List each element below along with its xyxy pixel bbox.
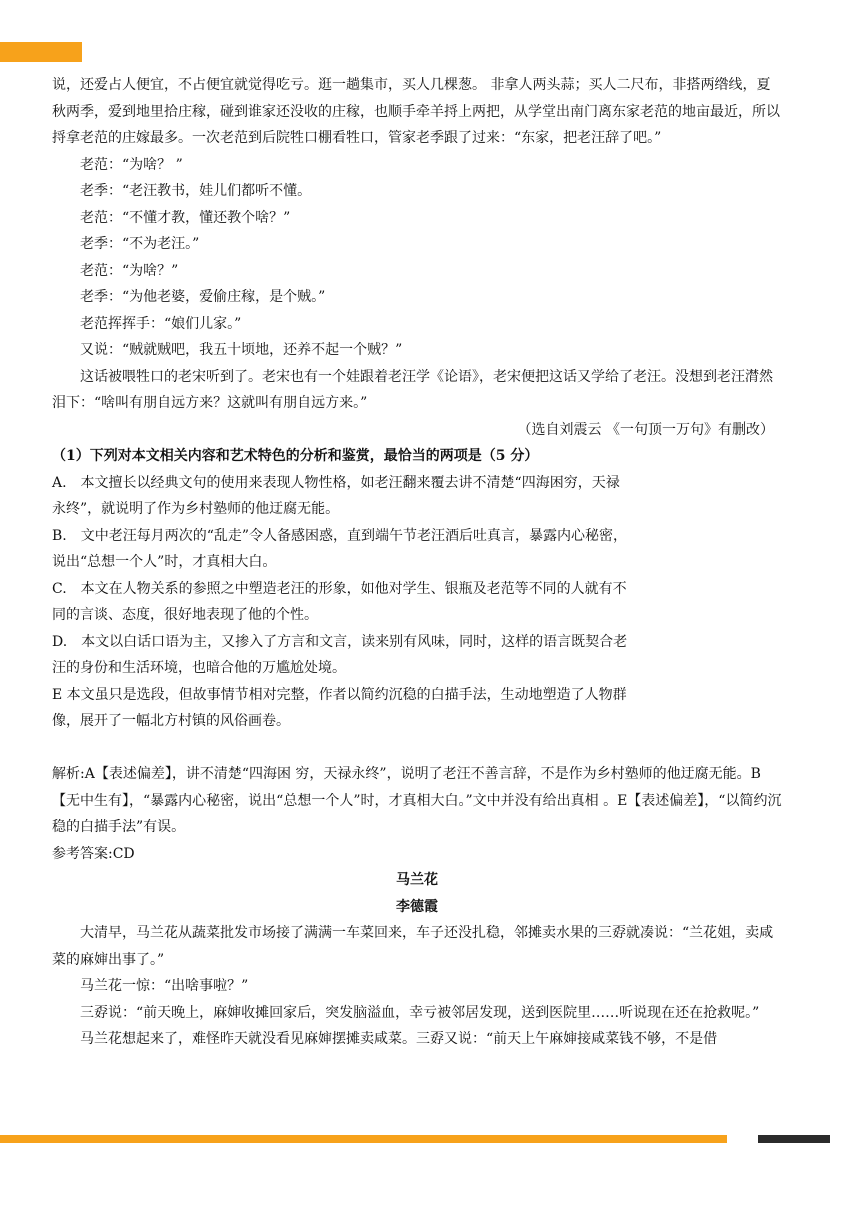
option-d: D. 本文以白话口语为主，又掺入了方言和文言，读来别有风味，同时，这样的语言既契合老汪的身份和生活环境，也暗合他的万尴尬处境。: [52, 633, 628, 676]
dialogue-line: 老范：“不懂才教，懂还教个啥？”: [80, 209, 291, 226]
answer: 参考答案:CD: [52, 845, 135, 862]
dialogue-line: 老季：“为他老婆，爱偷庄稼，是个贼。”: [80, 289, 326, 305]
dialogue-line: 老范：“为啥？”: [80, 262, 179, 279]
option-c: C. 本文在人物关系的参照之中塑造老汪的形象，如他对学生、银瓶及老范等不同的人就有不同的言谈、态度，很好地表现了他的个性。: [52, 580, 627, 623]
option-b: B. 文中老汪每月两次的“乱走”令人备感困惑，直到端午节老汪酒后吐真言，暴露内心秘密，说出“总想一个人”时，才真相大白。: [52, 527, 628, 570]
option-e: E 本文虽只是选段，但故事情节相对完整，作者以简约沉稳的白描手法，生动地塑造了人物群像，展开了一幅北方村镇的风俗画卷。: [52, 686, 627, 729]
dialogue-line: 老范挥挥手：“娘们儿家。”: [80, 315, 242, 332]
dialogue-line: 老范：“为啥？ ”: [80, 156, 183, 173]
dialogue-line: 老季：“不为老汪。”: [80, 236, 200, 252]
header-accent-bar: [0, 42, 82, 62]
dialogue-line: 又说：“贼就贼吧，我五十顷地，还养不起一个贼？”: [80, 342, 403, 358]
question-title: （1）下列对本文相关内容和艺术特色的分析和鉴赏，最恰当的两项是（5 分）: [52, 448, 539, 464]
document-body: [52, 72, 782, 1053]
story-paragraph: 马兰花一惊：“出啥事啦？”: [80, 978, 249, 994]
footer-dark-bar: [758, 1135, 830, 1143]
story-author: 李德霞: [396, 898, 438, 915]
story-title: 马兰花: [396, 872, 438, 888]
story-paragraph: 马兰花想起来了，难怪昨天就没看见麻婶摆摊卖咸菜。三孬又说：“前天上午麻婶接咸菜钱不够，不是借: [80, 1031, 718, 1047]
source-citation: （选自刘震云 《一句顶一万句》有删改）: [517, 421, 774, 438]
footer-accent-bar: [0, 1135, 727, 1143]
story-paragraph: 说，还爱占人便宜，不占便宜就觉得吃亏。逛一趟集市，买人几棵葱。 非拿人两头蒜；买人二尺布，非搭两绺线，夏秋两季，爱到地里拾庄稼，碰到谁家还没收的庄稼，也顺手牵羊捋上两把，从学堂出南门离东家老范的地亩最近，所以捋拿老范的庄嫁最多。一次老范到后院牲口棚看牲口，管家老季跟了过来：“东家，把老汪辞了吧。”: [52, 77, 780, 146]
analysis: 解析:A【表述偏差】，讲不清楚“四海困 穷，天禄永终”，说明了老汪不善言辞，不是作为乡村塾师的他迂腐无能。B【无中生有】，“暴露内心秘密，说出“总想一个人”时，才真相大白。”文中并没有给出真相 。E【表述偏差】，“以简约沉稳的白描手法”有误。: [52, 766, 782, 835]
option-a: A. 本文擅长以经典文句的使用来表现人物性格，如老汪翻来覆去讲不清楚“四海困穷，天禄永终”，就说明了作为乡村塾师的他迂腐无能。: [52, 474, 620, 517]
story-paragraph: 大清早，马兰花从蔬菜批发市场接了满满一车菜回来，车子还没扎稳，邻摊卖水果的三孬就凑说：“兰花姐，卖咸菜的麻婶出事了。”: [52, 925, 774, 968]
story-paragraph: 这话被喂牲口的老宋听到了。老宋也有一个娃跟着老汪学《论语》，老宋便把这话又学给了老汪。没想到老汪潸然泪下：“啥叫有朋自远方来？这就叫有朋自远方来。”: [52, 368, 773, 411]
story-paragraph: 三孬说：“前天晚上，麻婶收摊回家后，突发脑溢血，幸亏被邻居发现，送到医院里……听说现在还在抢救呢。”: [80, 1004, 760, 1021]
dialogue-line: 老季：“老汪教书，娃儿们都听不懂。: [80, 183, 312, 199]
